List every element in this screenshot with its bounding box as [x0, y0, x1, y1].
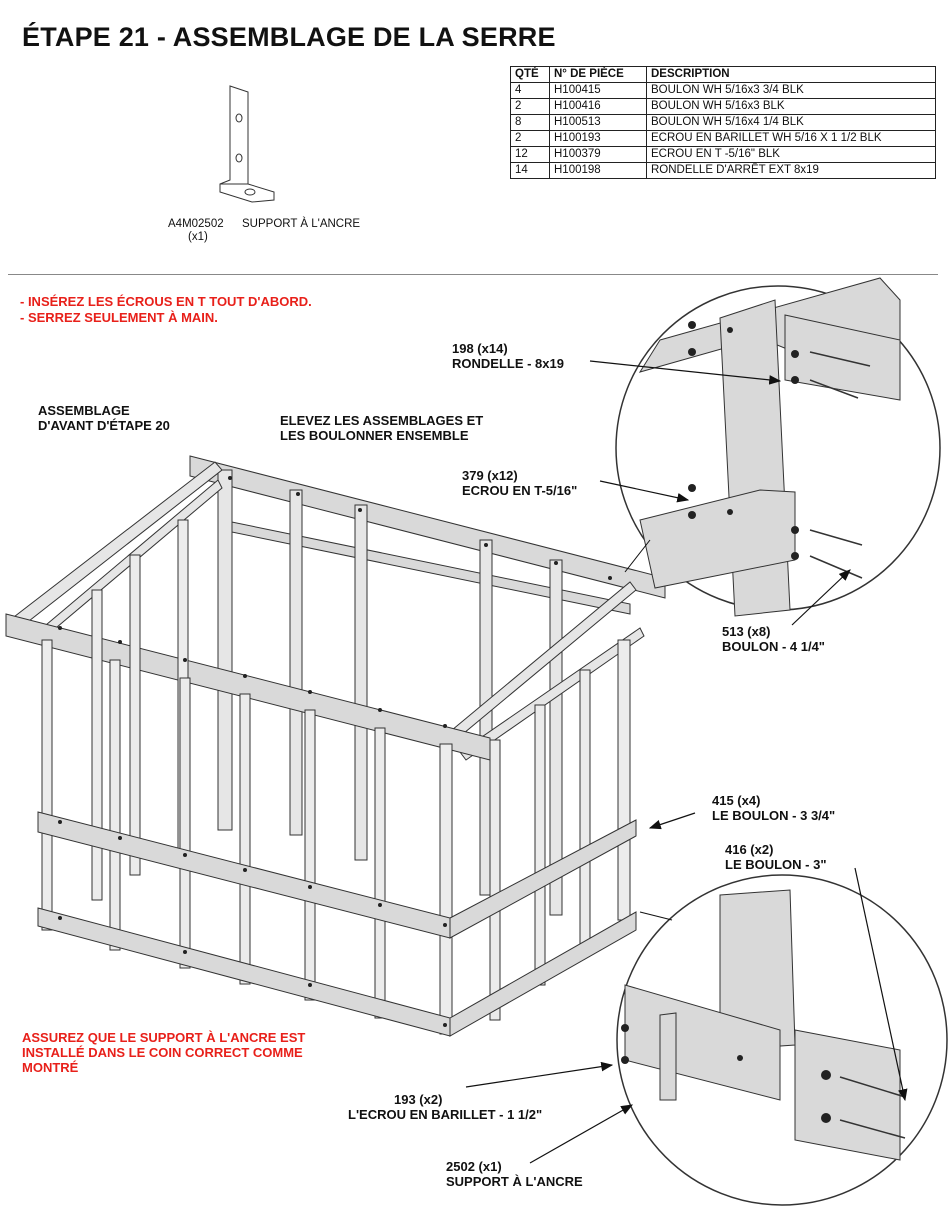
cell-part: H100416 [550, 99, 647, 115]
cell-desc: BOULON WH 5/16x4 1/4 BLK [647, 115, 936, 131]
detail-circle-top [616, 278, 940, 616]
callout-198-desc: RONDELLE - 8x19 [452, 356, 564, 371]
label-prev-assembly-line2: D'AVANT D'ÉTAPE 20 [38, 418, 170, 433]
callout-416-qty: 416 (x2) [725, 842, 774, 857]
callout-2502-qty: 2502 (x1) [446, 1159, 502, 1174]
cell-part: H100198 [550, 163, 647, 179]
left-roof-rafters [10, 462, 222, 638]
bottom-rails [38, 908, 636, 1036]
label-raise-line2: LES BOULONNER ENSEMBLE [280, 428, 469, 443]
callout-193-desc: L'ECROU EN BARILLET - 1 1/2" [348, 1107, 543, 1122]
cell-desc: BOULON WH 5/16x3 3/4 BLK [647, 83, 936, 99]
header-part-number: N° DE PIÈCE [550, 67, 647, 83]
cell-desc: BOULON WH 5/16x3 BLK [647, 99, 936, 115]
callout-415-desc: LE BOULON - 3 3/4" [712, 808, 836, 823]
header-qty: QTÉ [511, 67, 550, 83]
cell-qty: 12 [511, 147, 550, 163]
callout-416-desc: LE BOULON - 3" [725, 857, 827, 872]
detail-circle-bottom [617, 875, 947, 1205]
thumbnail-part-qty: (x1) [188, 231, 208, 243]
cell-qty: 14 [511, 163, 550, 179]
thumbnail-part-name: SUPPORT À L'ANCRE [242, 218, 361, 230]
cell-part: H100379 [550, 147, 647, 163]
mid-rails [38, 812, 636, 938]
cell-qty: 2 [511, 99, 550, 115]
cell-part: H100513 [550, 115, 647, 131]
callout-379-qty: 379 (x12) [462, 468, 518, 483]
cell-qty: 2 [511, 131, 550, 147]
cell-part: H100415 [550, 83, 647, 99]
cell-part: H100193 [550, 131, 647, 147]
note-anchor-corner-line3: MONTRÉ [22, 1060, 79, 1075]
callout-415-qty: 415 (x4) [712, 793, 761, 808]
note-hand-tighten: - SERREZ SEULEMENT À MAIN. [20, 310, 218, 325]
page-title: ÉTAPE 21 - ASSEMBLAGE DE LA SERRE [22, 22, 556, 52]
callout-513-desc: BOULON - 4 1/4" [722, 639, 825, 654]
back-top-rail [190, 456, 665, 598]
cell-desc: ECROU EN T -5/16" BLK [647, 147, 936, 163]
cell-desc: ECROU EN BARILLET WH 5/16 X 1 1/2 BLK [647, 131, 936, 147]
thumbnail-part-code: A4M02502 [168, 218, 224, 230]
label-prev-assembly-line1: ASSEMBLAGE [38, 403, 130, 418]
note-insert-tnuts: - INSÉREZ LES ÉCROUS EN T TOUT D'ABORD. [20, 294, 312, 309]
note-anchor-corner-line2: INSTALLÉ DANS LE COIN CORRECT COMME [22, 1045, 303, 1060]
callout-193-qty: 193 (x2) [394, 1092, 443, 1107]
cell-qty: 4 [511, 83, 550, 99]
header-description: DESCRIPTION [647, 67, 936, 83]
callout-379-desc: ECROU EN T-5/16" [462, 483, 578, 498]
callout-2502-desc: SUPPORT À L'ANCRE [446, 1174, 583, 1189]
callout-198-qty: 198 (x14) [452, 341, 508, 356]
cell-desc: RONDELLE D'ARRÊT EXT 8x19 [647, 163, 936, 179]
cell-qty: 8 [511, 115, 550, 131]
callout-513-qty: 513 (x8) [722, 624, 771, 639]
note-anchor-corner-line1: ASSUREZ QUE LE SUPPORT À L'ANCRE EST [22, 1030, 306, 1045]
label-raise-line1: ELEVEZ LES ASSEMBLAGES ET [280, 413, 484, 428]
